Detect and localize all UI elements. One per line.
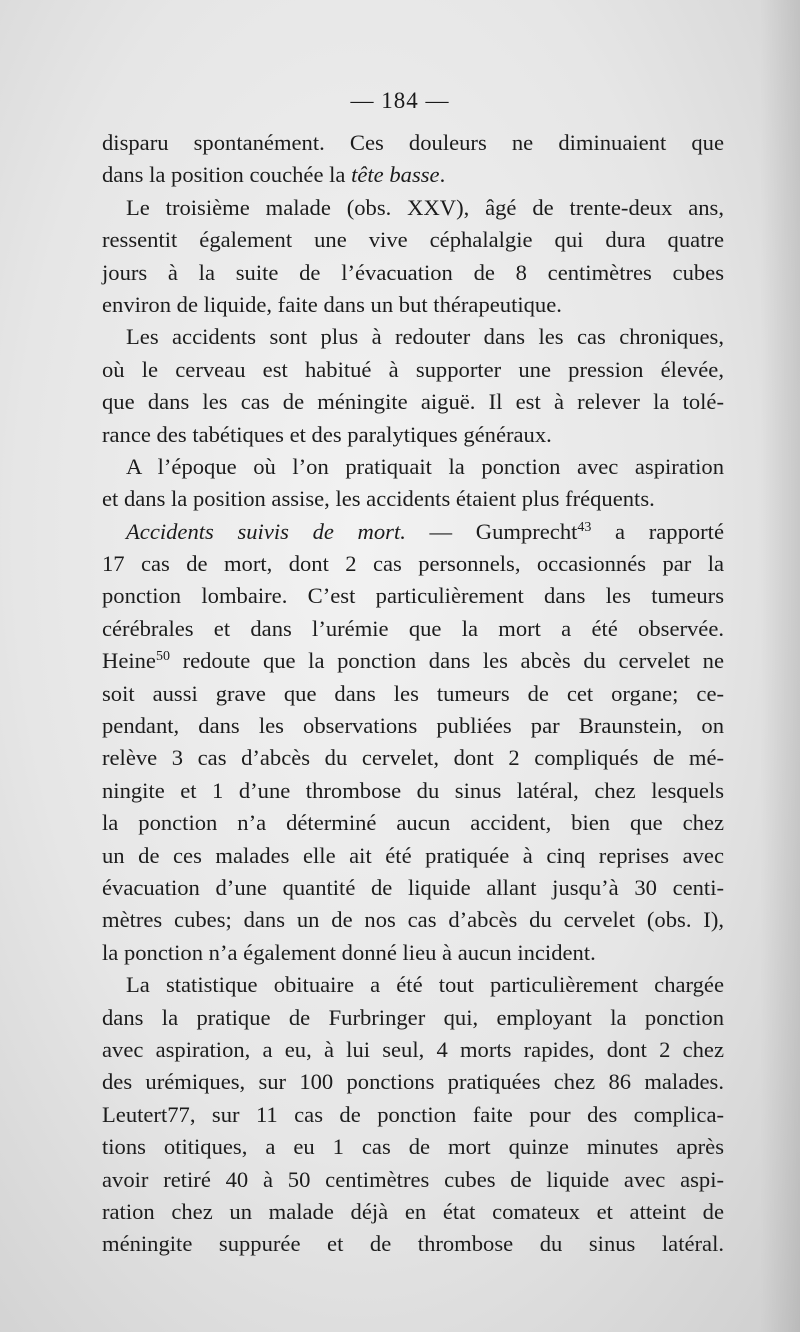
line-text: la ponction n’a déterminé aucun accident, bien que chez	[102, 810, 724, 836]
line-text: tions otitiques, a eu 1 cas de mort quinze minutes après	[102, 1134, 724, 1160]
line-text: des urémiques, sur 100 ponctions pratiquées chez 86 malades.	[102, 1069, 724, 1095]
paragraph	[102, 321, 724, 451]
text-line	[102, 483, 724, 515]
text-line	[102, 937, 724, 969]
text-line	[102, 1066, 724, 1098]
line-text: Le troisième malade (obs. XXV), âgé de trente-deux ans,	[126, 194, 724, 220]
paragraph	[102, 516, 724, 969]
text-line	[102, 419, 724, 451]
text-line	[102, 127, 724, 159]
text-line	[102, 678, 724, 710]
line-text: Heine	[102, 648, 156, 674]
line-text: mètres cubes; dans un de nos cas d’abcès du cervelet (obs. I),	[102, 907, 724, 933]
text-line	[102, 1002, 724, 1034]
line-text: et dans la position assise, les accidents étaient plus fréquents.	[102, 486, 655, 512]
line-text: environ de liquide, faite dans un but thérapeutique.	[102, 291, 562, 317]
text-line	[102, 159, 724, 191]
line-text: — Gumprecht	[405, 518, 578, 544]
line-text: que dans les cas de méningite aiguë. Il est à relever la tolé-	[102, 389, 724, 415]
text-line	[102, 1228, 724, 1260]
text-line	[102, 807, 724, 839]
text-line	[102, 645, 724, 677]
text-line	[102, 840, 724, 872]
text-line	[102, 872, 724, 904]
body-text	[102, 127, 724, 1261]
footnote-ref: 43	[577, 519, 592, 535]
line-text: un de ces malades elle ait été pratiquée à cinq reprises avec	[102, 842, 724, 868]
line-text: redoute que la ponction dans les abcès du cervelet ne	[169, 648, 724, 674]
text-line	[102, 969, 724, 1001]
page-edge-shadow	[760, 0, 800, 1332]
line-text: ration chez un malade déjà en état comateux et atteint de	[102, 1198, 724, 1224]
text-line	[102, 904, 724, 936]
text-line	[102, 257, 724, 289]
line-text: rance des tabétiques et des paralytiques généraux.	[102, 421, 552, 447]
italic-text: Accidents suivis de mort.	[126, 518, 406, 544]
line-text: relève 3 cas d’abcès du cervelet, dont 2 compliqués de mé-	[102, 745, 724, 771]
text-line	[102, 775, 724, 807]
line-text: méningite suppurée et de thrombose du sinus latéral.	[102, 1231, 724, 1257]
line-text: Les accidents sont plus à redouter dans les cas chroniques,	[126, 324, 724, 350]
line-text: la ponction n’a également donné lieu à aucun incident.	[102, 939, 596, 965]
text-line	[102, 548, 724, 580]
line-text: ningite et 1 d’une thrombose du sinus latéral, chez lesquels	[102, 777, 724, 803]
line-text: jours à la suite de l’évacuation de 8 centimètres cubes	[102, 259, 724, 285]
paragraph	[102, 969, 724, 1261]
line-text: disparu spontanément. Ces douleurs ne diminuaient que	[102, 130, 724, 155]
line-text: évacuation d’une quantité de liquide allant jusqu’à 30 centi-	[102, 874, 724, 900]
line-text: .	[439, 162, 446, 188]
line-text: avoir retiré 40 à 50 centimètres cubes de liquide avec aspi-	[102, 1166, 724, 1192]
text-line	[102, 1164, 724, 1196]
text-line	[102, 613, 724, 645]
line-text: La statistique obituaire a été tout particulièrement chargée	[126, 972, 724, 998]
paragraph	[102, 127, 724, 192]
text-line	[102, 354, 724, 386]
line-text: a rapporté	[591, 518, 724, 544]
paragraph	[102, 451, 724, 516]
text-line	[102, 1099, 724, 1131]
footnote-ref: 50	[155, 649, 170, 665]
text-line	[102, 224, 724, 256]
text-line	[102, 321, 724, 353]
line-text: dans la pratique de Furbringer qui, employant la ponction	[102, 1004, 724, 1030]
text-line	[102, 451, 724, 483]
page-number: — 184 —	[350, 88, 450, 113]
line-text: A l’époque où l’on pratiquait la ponction avec aspiration	[126, 453, 724, 479]
text-line	[102, 580, 724, 612]
line-text: 17 cas de mort, dont 2 cas personnels, occasionnés par la	[102, 551, 724, 577]
text-line	[102, 516, 724, 548]
line-text: ponction lombaire. C’est particulièrement dans les tumeurs	[102, 583, 724, 609]
line-text: cérébrales et dans l’urémie que la mort a été observée.	[102, 615, 724, 641]
paragraph	[102, 192, 724, 322]
line-text: pendant, dans les observations publiées par Braunstein, on	[102, 713, 724, 739]
text-line	[102, 386, 724, 418]
text-line	[102, 289, 724, 321]
text-line	[102, 1131, 724, 1163]
text-line	[102, 192, 724, 224]
line-text: dans la position couchée la	[102, 162, 352, 188]
line-text: soit aussi grave que dans les tumeurs de cet organe; ce-	[102, 680, 724, 706]
text-line	[102, 742, 724, 774]
italic-text: tête basse	[351, 162, 440, 188]
line-text: Leutert77, sur 11 cas de ponction faite pour des complica-	[102, 1101, 724, 1127]
line-text: avec aspiration, a eu, à lui seul, 4 morts rapides, dont 2 chez	[102, 1036, 724, 1062]
line-text: où le cerveau est habitué à supporter une pression élevée,	[102, 356, 724, 382]
text-line	[102, 710, 724, 742]
text-line	[102, 1196, 724, 1228]
text-line	[102, 1034, 724, 1066]
line-text: ressentit également une vive céphalalgie qui dura quatre	[102, 227, 724, 253]
